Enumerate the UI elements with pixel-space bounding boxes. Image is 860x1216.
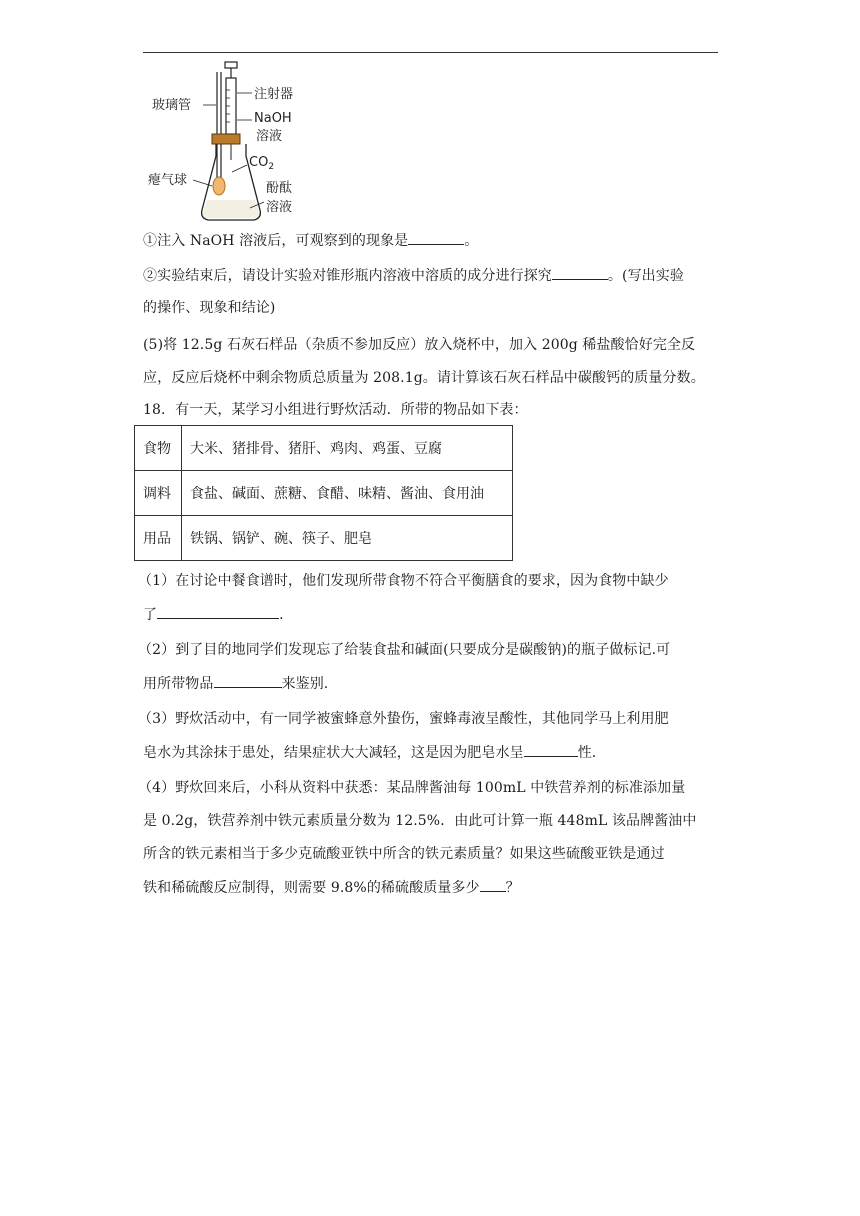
answer-blank[interactable] <box>552 265 608 280</box>
table-cell-category: 食物 <box>135 426 182 471</box>
q18-intro: 18．有一天，某学习小组进行野炊活动．所带的物品如下表： <box>143 402 528 418</box>
rubber-stopper <box>212 134 240 144</box>
q18-p4-line1: （4）野炊回来后，小科从资料中获悉：某品牌酱油每 100mL 中铁营养剂的标准添加量 <box>138 780 686 796</box>
answer-blank[interactable] <box>480 877 506 892</box>
apparatus-diagram <box>146 60 316 228</box>
q17-item5-line1: (5)将 12.5g 石灰石样品（杂质不参加反应）放入烧杯中，加入 200g 稀盐酸恰好完全反 <box>143 337 696 353</box>
phenolphthalein-label-line1: 酚酞 <box>266 181 293 196</box>
q17-item1-text: ①注入 NaOH 溶液后，可观察到的现象是 <box>143 233 409 249</box>
answer-blank[interactable] <box>524 742 578 757</box>
table-cell-category: 用品 <box>135 516 182 561</box>
table-cell-items: 大米、猪排骨、猪肝、鸡肉、鸡蛋、豆腐 <box>182 426 513 471</box>
glass-tube-label: 玻璃管 <box>152 98 192 113</box>
q17-item2-cont: 的操作、现象和结论) <box>143 300 276 316</box>
q18-p3-end: 性. <box>577 745 597 761</box>
answer-blank[interactable] <box>214 673 282 688</box>
naoh-label-line1: NaOH <box>254 111 292 126</box>
q18-p3-line2 <box>143 742 596 763</box>
phenolphthalein-label-line2: 溶液 <box>266 200 293 215</box>
q18-p4-text: 铁和稀硫酸反应制得，则需要 9.8%的稀硫酸质量多少 <box>143 880 480 896</box>
q18-p1-end: . <box>279 607 284 623</box>
q18-p1-line2 <box>143 604 284 625</box>
q18-p2-line2 <box>143 673 328 694</box>
q17-item2-text-b: 。(写出实验 <box>607 268 684 284</box>
q17-item1 <box>143 230 478 251</box>
q18-p1-line1: （1）在讨论中餐食谱时，他们发现所带食物不符合平衡膳食的要求，因为食物中缺少 <box>138 573 669 589</box>
flask-apparatus-figure <box>146 60 316 228</box>
table-cell-items: 食盐、碱面、蔗糖、食醋、味精、酱油、食用油 <box>182 471 513 516</box>
co2-label: $CO_2$ <box>249 155 275 172</box>
q18-p2-line1: （2）到了目的地同学们发现忘了给装食盐和碱面(只要成分是碳酸钠)的瓶子做标记.可 <box>138 642 671 658</box>
q17-item1-end: 。 <box>464 233 479 249</box>
q17-item2-text: ②实验结束后，请设计实验对锥形瓶内溶液中溶质的成分进行探究 <box>143 268 552 284</box>
naoh-label-line2: 溶液 <box>256 129 283 144</box>
q18-p1-text: 了 <box>143 607 158 623</box>
syringe-plunger-cap <box>225 62 237 68</box>
balloon-label: 瘪气球 <box>148 173 188 188</box>
q18-p3-line1: （3）野炊活动中，有一同学被蜜蜂意外蛰伤，蜜蜂毒液呈酸性，其他同学马上利用肥 <box>138 711 669 727</box>
syringe-label: 注射器 <box>254 87 294 102</box>
table-cell-category: 调料 <box>135 471 182 516</box>
answer-blank[interactable] <box>408 230 464 245</box>
q18-p2-end: 来鉴别. <box>281 676 329 692</box>
q18-p4-line2: 是 0.2g，铁营养剂中铁元素质量分数为 12.5%．由此可计算一瓶 448mL 该品牌酱油中 <box>143 813 697 829</box>
q18-p4-line3: 所含的铁元素相当于多少克硫酸亚铁中所含的铁元素质量？如果这些硫酸亚铁是通过 <box>143 846 665 862</box>
supplies-table <box>134 425 513 561</box>
header-rule <box>143 52 718 53</box>
table-row <box>135 516 513 561</box>
table-row <box>135 471 513 516</box>
q18-p3-text: 皂水为其涂抹于患处，结果症状大大减轻，这是因为肥皂水呈 <box>143 745 524 761</box>
table-row <box>135 426 513 471</box>
q18-p4-line4 <box>143 877 520 898</box>
table-cell-items: 铁锅、锅铲、碗、筷子、肥皂 <box>182 516 513 561</box>
answer-blank[interactable] <box>157 604 279 619</box>
q18-p2-text: 用所带物品 <box>143 676 214 692</box>
q17-item2 <box>143 265 684 286</box>
q17-item5-line2: 应，反应后烧杯中剩余物质总质量为 208.1g。请计算该石灰石样品中碳酸钙的质量分数。 <box>143 370 705 386</box>
deflated-balloon <box>213 177 225 195</box>
q18-p4-end: ？ <box>505 880 520 896</box>
